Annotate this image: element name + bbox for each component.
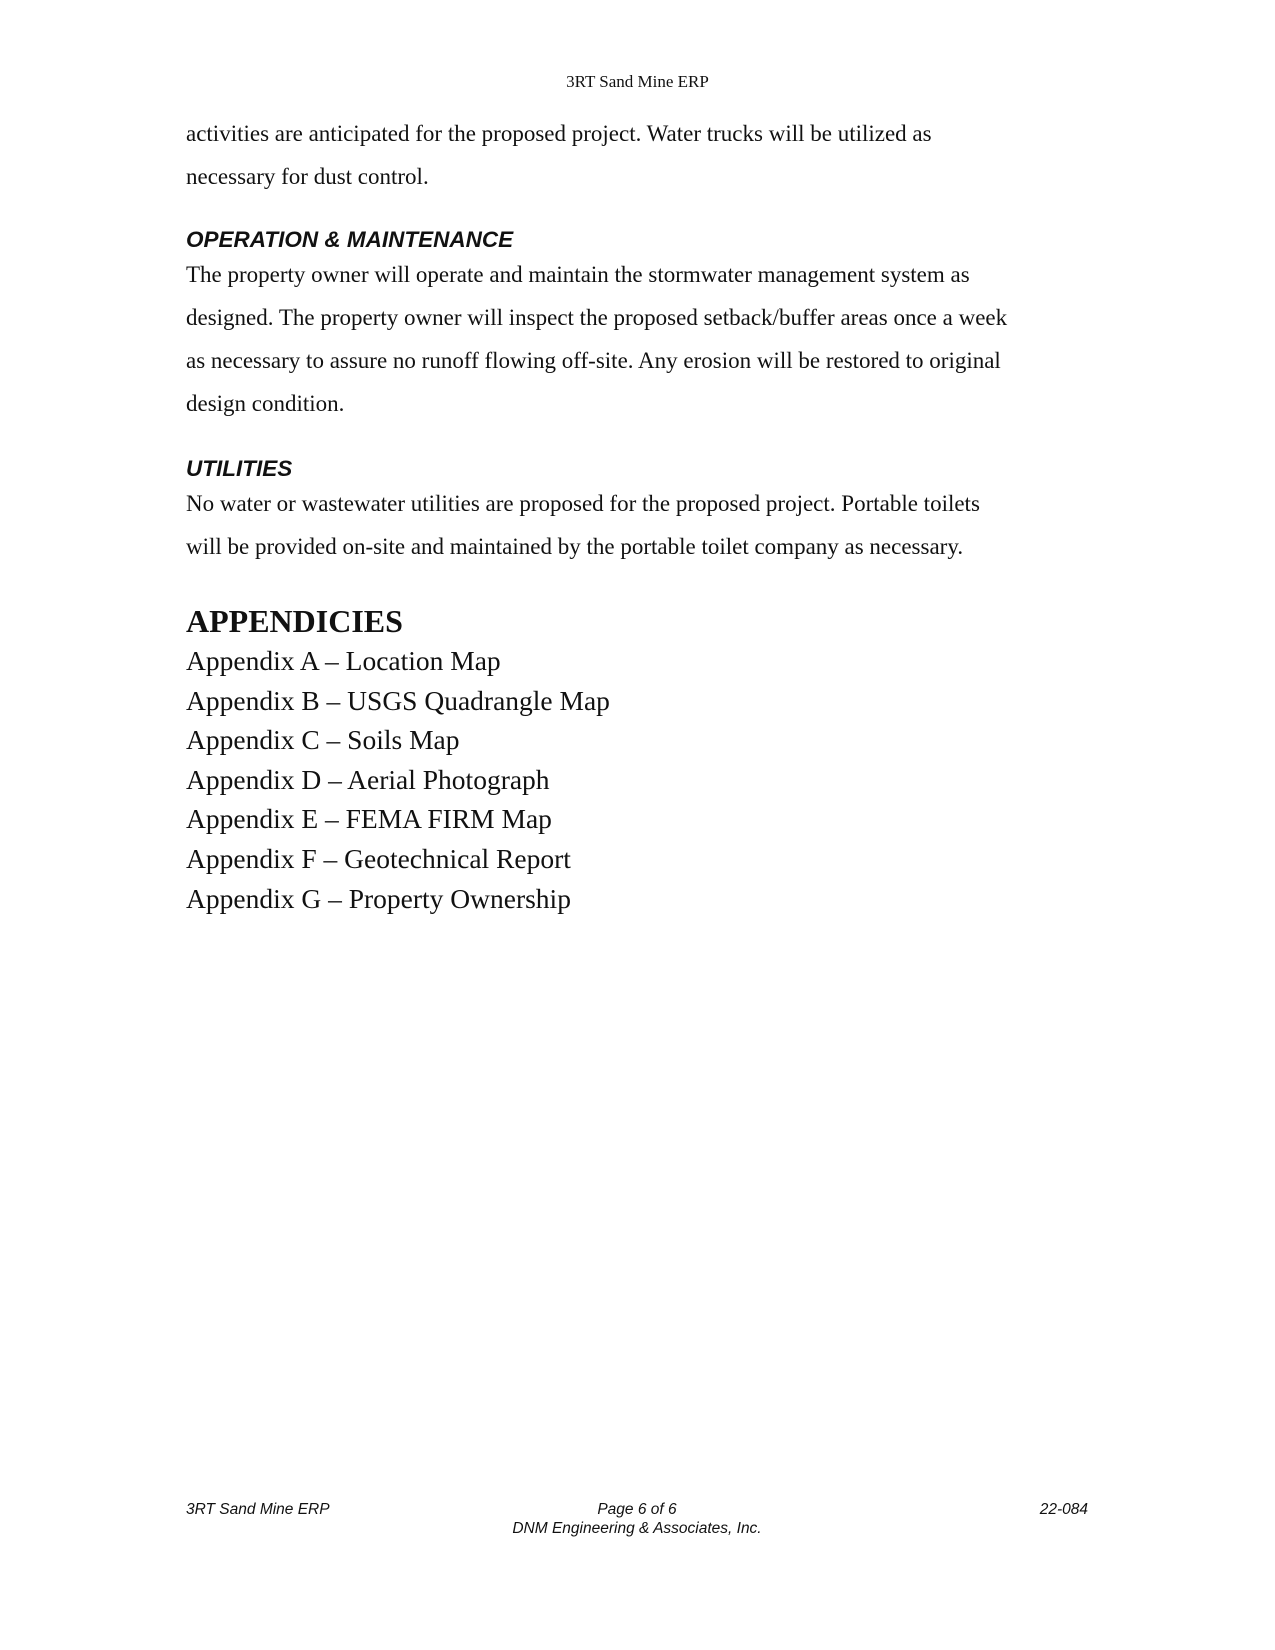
appendix-item: Appendix G – Property Ownership [186,882,571,914]
paragraph-line: necessary for dust control. [186,164,429,189]
appendix-item: Appendix C – Soils Map [186,724,460,756]
operation-maintenance-heading: OPERATION & MAINTENANCE [186,227,514,252]
paragraph-line: The property owner will operate and maintain the stormwater management system as [186,262,970,287]
paragraph-line: designed. The property owner will inspect the proposed setback/buffer areas once a week [186,305,1008,330]
appendix-item: Appendix D – Aerial Photograph [186,763,550,795]
page-header: 3RT Sand Mine ERP [566,72,709,91]
utilities-heading: UTILITIES [186,456,293,481]
footer-project-number: 22-084 [1039,1501,1088,1518]
appendix-item: Appendix B – USGS Quadrangle Map [186,684,610,716]
appendix-item: Appendix E – FEMA FIRM Map [186,803,552,835]
intro-paragraph [186,112,1091,198]
footer-center [186,1500,1088,1538]
paragraph-line: will be provided on-site and maintained by the portable toilet company as necessary. [186,534,964,559]
appendix-item: Appendix A – Location Map [186,645,501,676]
page-footer [186,1500,1088,1540]
appendix-item: Appendix F – Geotechnical Report [186,842,571,874]
footer-company: DNM Engineering & Associates, Inc. [512,1520,762,1537]
footer-document-title: 3RT Sand Mine ERP [186,1501,330,1518]
footer-page-number: Page 6 of 6 [597,1501,677,1518]
paragraph-line: No water or wastewater utilities are proposed for the proposed project. Portable toilets [186,491,980,516]
utilities-paragraph [186,482,1091,568]
paragraph-line: as necessary to assure no runoff flowing off-site. Any erosion will be restored to original [186,348,1001,373]
appendices-title: APPENDICIES [186,603,403,639]
paragraph-line: activities are anticipated for the proposed project. Water trucks will be utilized as [186,121,932,146]
operation-maintenance-paragraph [186,253,1091,425]
page-content [186,112,1091,918]
appendix-list [186,641,1091,918]
paragraph-line: design condition. [186,391,345,416]
